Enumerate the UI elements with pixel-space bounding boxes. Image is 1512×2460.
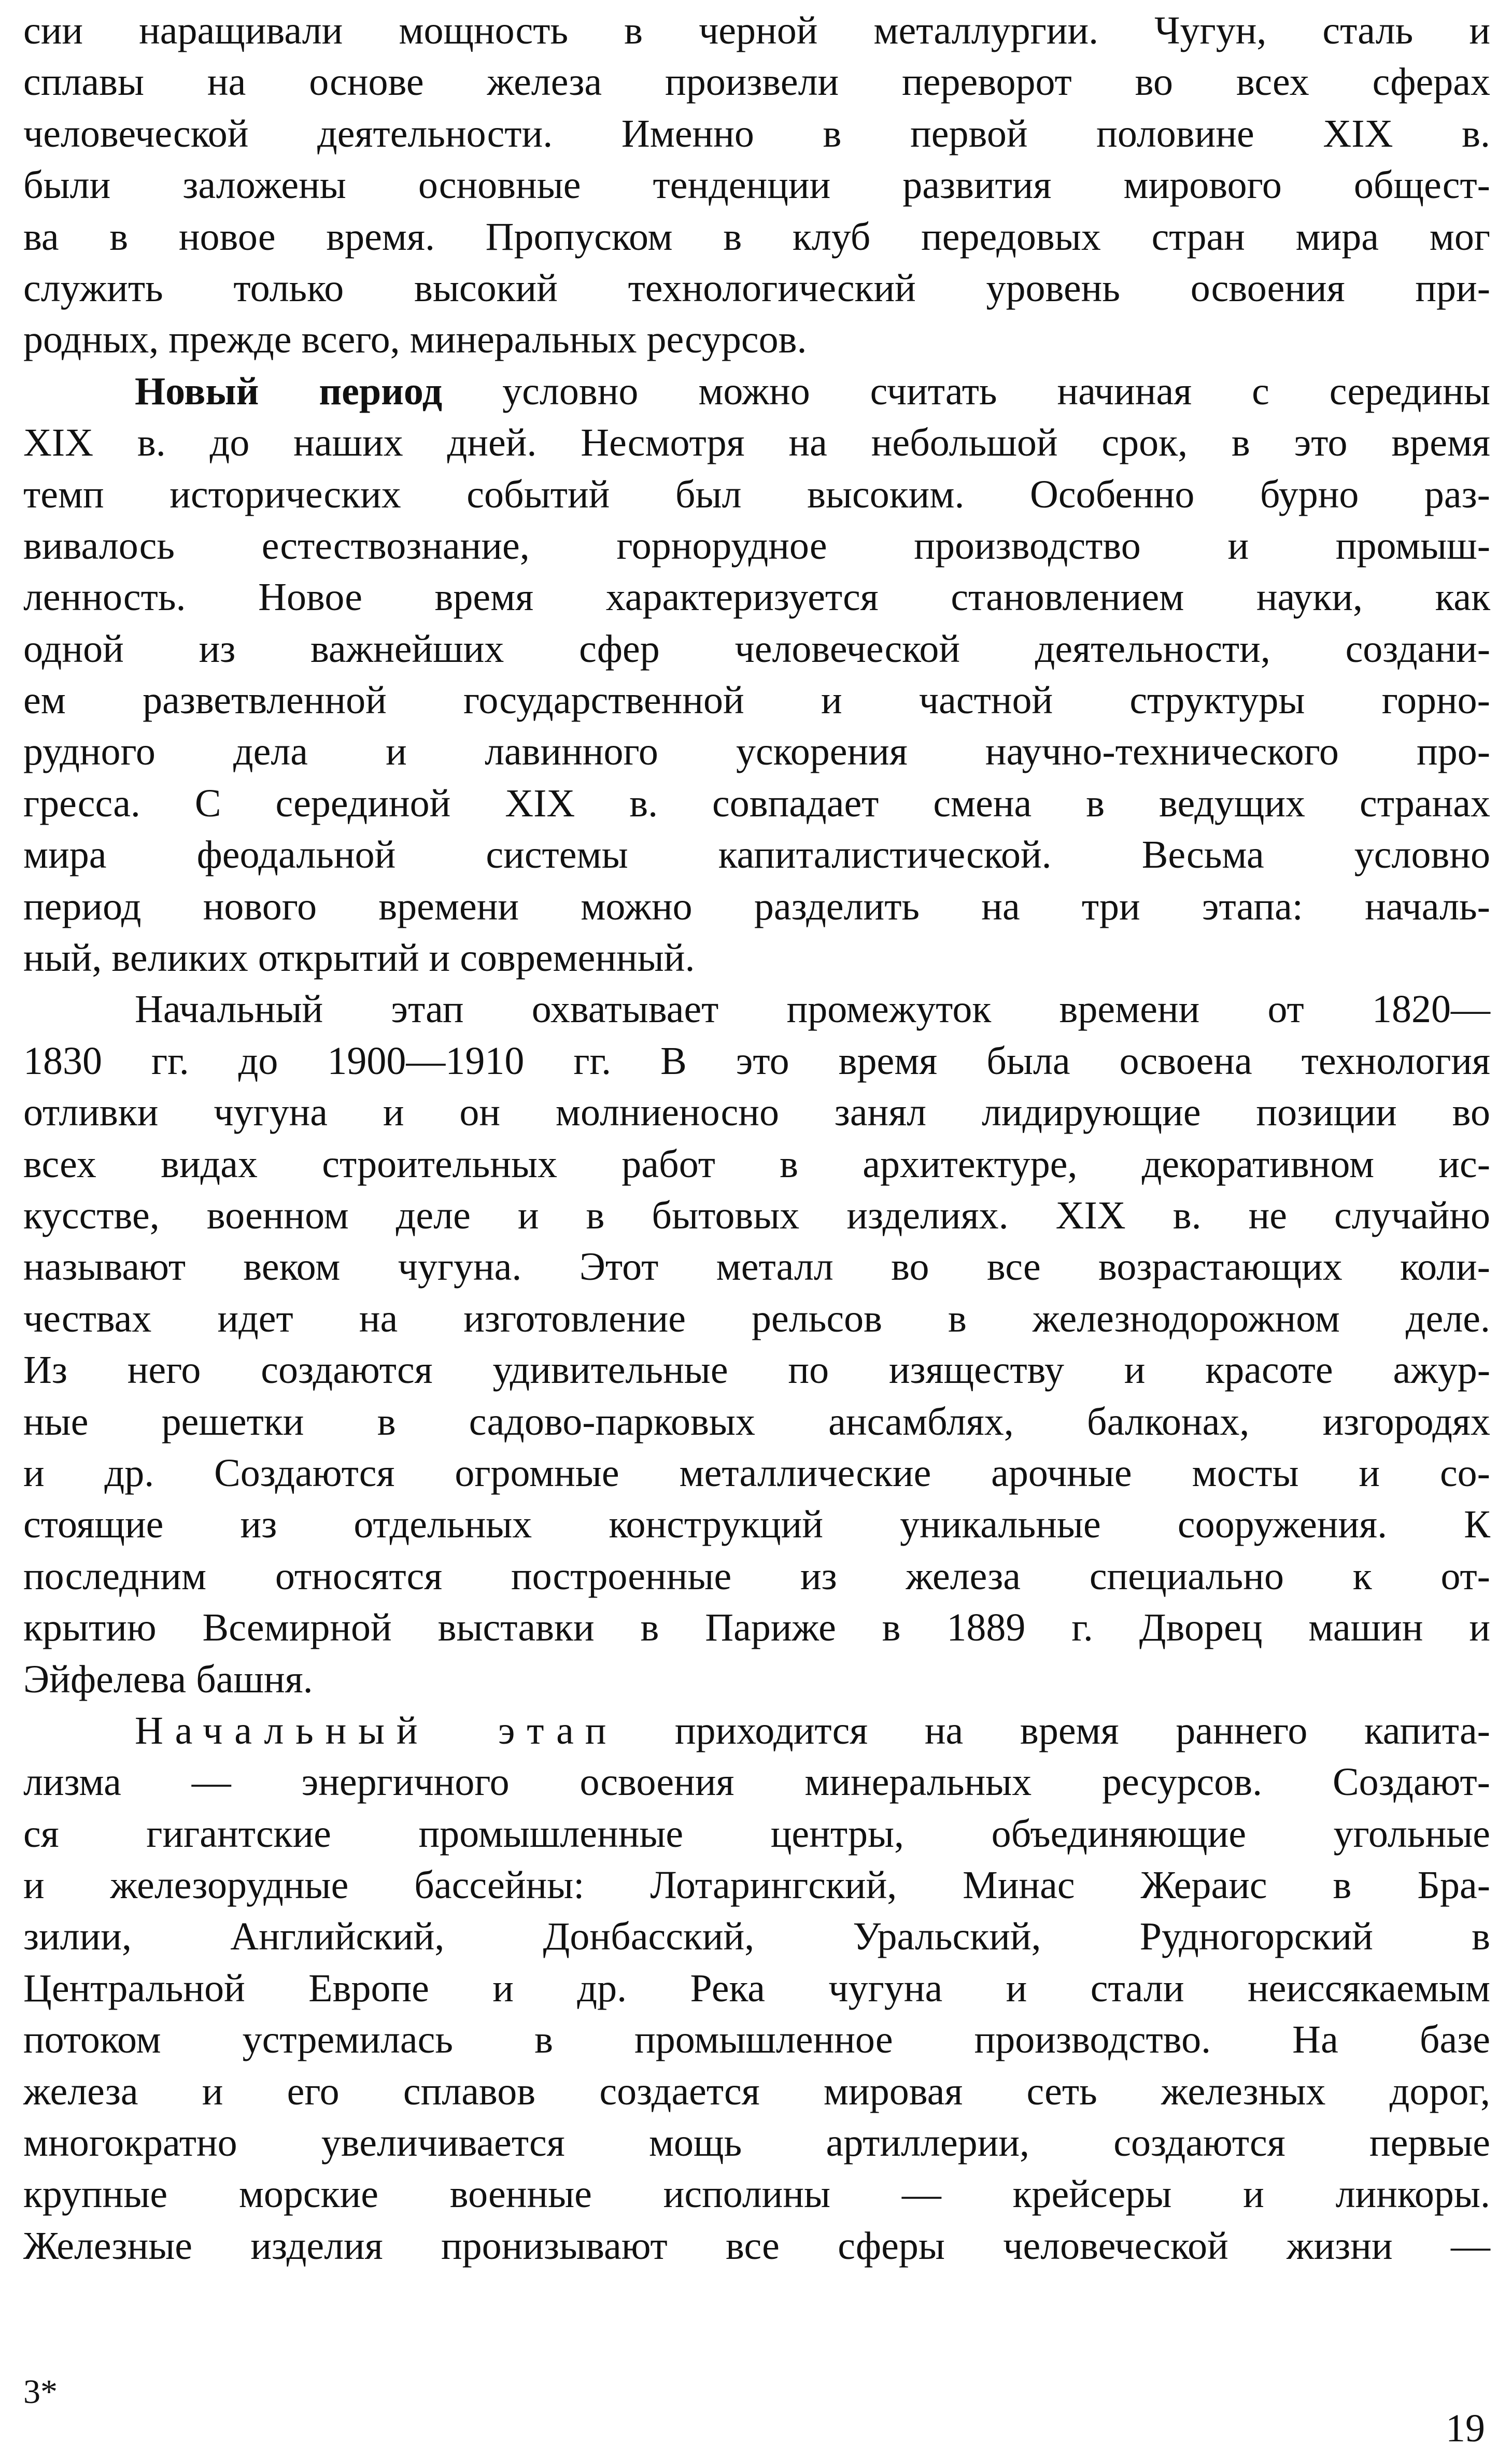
text-line: ный, великих открытий и современный. <box>23 936 695 980</box>
term-new-period: Новый период <box>135 369 443 413</box>
text-line: сплавы на основе железа произвели переворот во всех сферах <box>23 60 1490 104</box>
text-line: последним относятся построенные из железа специально к от- <box>23 1554 1490 1598</box>
text-line: мира феодальной системы капиталистической. Весьма условно <box>23 833 1490 877</box>
text-line: крытию Всемирной выставки в Париже в 1889 г. Дворец машин и <box>23 1606 1490 1650</box>
text-line: рудного дела и лавинного ускорения научно-технического про- <box>23 730 1490 774</box>
text-line: XIX в. до наших дней. Несмотря на небольшой срок, в это время <box>23 421 1490 465</box>
text-line: ленность. Новое время характеризуется становлением науки, как <box>23 575 1490 619</box>
text-line: ся гигантские промышленные центры, объединяющие угольные <box>23 1812 1490 1856</box>
text-line: называют веком чугуна. Этот металл во все возрастающих коли- <box>23 1245 1490 1289</box>
text-line: всех видах строительных работ в архитектуре, декоративном ис- <box>23 1142 1490 1186</box>
term-initial-stage: Начальный этап <box>135 1708 618 1752</box>
text-line: вивалось естествознание, горнорудное производство и промыш- <box>23 524 1490 568</box>
text-line: ем разветвленной государственной и частной структуры горно- <box>23 678 1490 723</box>
text-line: гресса. С серединой XIX в. совпадает смена в ведущих странах <box>23 781 1490 825</box>
text-line: Эйфелева башня. <box>23 1657 313 1701</box>
text-line: период нового времени можно разделить на три этапа: началь- <box>23 884 1490 928</box>
text-line: и железорудные бассейны: Лотарингский, Минас Жераис в Бра- <box>23 1863 1490 1907</box>
signature-mark: 3* <box>23 2373 58 2411</box>
text-line: стоящие из отдельных конструкций уникальные сооружения. К <box>23 1503 1490 1547</box>
body-text <box>23 5 1490 2272</box>
text-line: Из него создаются удивительные по изяществу и красоте ажур- <box>23 1348 1490 1392</box>
text-line: человеческой деятельности. Именно в первой половине XIX в. <box>23 111 1490 155</box>
text-line: ные решетки в садово-парковых ансамблях, балконах, изгородях <box>23 1399 1490 1444</box>
text-line: чествах идет на изготовление рельсов в железнодорожном деле. <box>23 1296 1490 1340</box>
text-line: кусстве, военном деле и в бытовых изделиях. XIX в. не случайно <box>23 1193 1490 1237</box>
text-line: многократно увеличивается мощь артиллерии, создаются первые <box>23 2121 1490 2165</box>
text-line: одной из важнейших сфер человеческой деятельности, создани- <box>23 627 1490 671</box>
paragraph-first-line <box>23 366 1490 417</box>
text-fragment: условно можно считать начиная с середины <box>442 369 1491 413</box>
text-line: темп исторических событий был высоким. Особенно бурно раз- <box>23 472 1490 516</box>
paragraph-first-line: Начальный этап охватывает промежуток времени от 1820— <box>135 987 1490 1031</box>
text-line: зилии, Английский, Донбасский, Уральский, Рудногорский в <box>23 1915 1490 1959</box>
text-line: 1830 гг. до 1900—1910 гг. В это время была освоена технология <box>23 1039 1490 1083</box>
paragraph-first-line <box>23 1705 1490 1757</box>
text-fragment: приходится на время раннего капита- <box>618 1708 1490 1752</box>
text-line: ва в новое время. Пропуском в клуб передовых стран мира мог <box>23 215 1490 259</box>
text-line: отливки чугуна и он молниеносно занял лидирующие позиции во <box>23 1091 1490 1135</box>
text-line: Железные изделия пронизывают все сферы человеческой жизни — <box>23 2224 1490 2268</box>
text-line: и др. Создаются огромные металлические арочные мосты и со- <box>23 1451 1490 1495</box>
text-line: железа и его сплавов создается мировая сеть железных дорог, <box>23 2069 1490 2113</box>
text-line: крупные морские военные исполины — крейсеры и линкоры. <box>23 2172 1490 2216</box>
text-line: Центральной Европе и др. Река чугуна и стали неиссякаемым <box>23 1966 1490 2010</box>
book-page <box>23 0 1490 2460</box>
text-line: лизма — энергичного освоения минеральных ресурсов. Создают- <box>23 1760 1490 1804</box>
text-line: потоком устремилась в промышленное производство. На базе <box>23 2018 1490 2062</box>
text-line: родных, прежде всего, минеральных ресурсов. <box>23 318 807 362</box>
text-line: служить только высокий технологический уровень освоения при- <box>23 266 1490 310</box>
text-line: сии наращивали мощность в черной металлургии. Чугун, сталь и <box>23 9 1490 52</box>
page-number: 19 <box>1446 2407 1485 2450</box>
text-line: были заложены основные тенденции развития мирового общест- <box>23 163 1490 207</box>
